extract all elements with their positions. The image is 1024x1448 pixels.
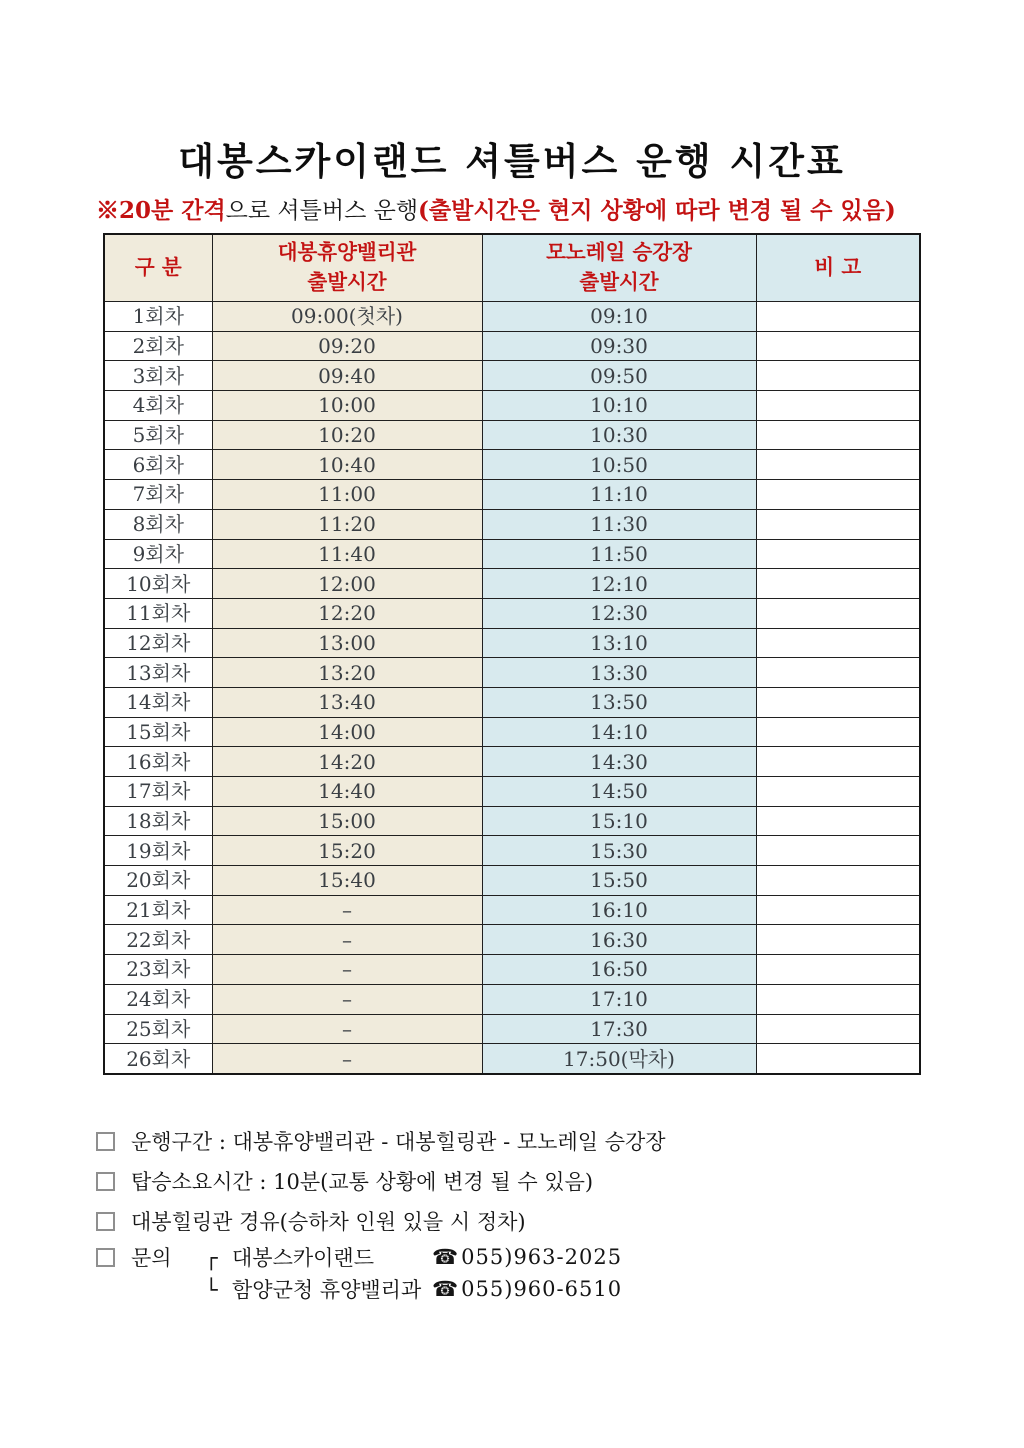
cell-monorail-time: 15:10 [482,806,756,836]
cell-note [756,569,920,599]
cell-round: 20회차 [104,866,212,896]
table-row [104,717,920,747]
cell-note [756,955,920,985]
header-cell-valley-departure [212,234,482,302]
cell-monorail-time: 13:10 [482,628,756,658]
cell-round: 5회차 [104,420,212,450]
checkbox-icon [96,1248,115,1267]
table-row [104,658,920,688]
table-row [104,420,920,450]
cell-note [756,1014,920,1044]
cell-valley-time: 15:40 [212,866,482,896]
cell-monorail-time: 13:50 [482,687,756,717]
contact-row-county-office [96,1273,956,1305]
table-row [104,806,920,836]
table-row [104,539,920,569]
cell-valley-time: 14:40 [212,777,482,807]
subtitle-interval-note: ※20분 간격 [96,197,226,224]
table-row [104,509,920,539]
cell-valley-time: 15:20 [212,836,482,866]
shuttle-timetable [103,233,921,1075]
cell-valley-time: – [212,895,482,925]
cell-note [756,1044,920,1074]
cell-monorail-time: 17:10 [482,984,756,1014]
cell-round: 15회차 [104,717,212,747]
cell-note [756,925,920,955]
cell-round: 21회차 [104,895,212,925]
cell-monorail-time: 09:30 [482,331,756,361]
page-title: 대봉스카이랜드 셔틀버스 운행 시간표 [178,139,846,183]
phone-digits: 055)963-2025 [461,1245,623,1269]
cell-note [756,391,920,421]
cell-note [756,687,920,717]
cell-note [756,480,920,510]
table-row [104,925,920,955]
table-row [104,866,920,896]
cell-valley-time: 09:00(첫차) [212,302,482,332]
cell-note [756,420,920,450]
cell-valley-time: 10:20 [212,420,482,450]
table-row [104,747,920,777]
table-row [104,361,920,391]
cell-note [756,717,920,747]
cell-valley-time: – [212,955,482,985]
table-row [104,450,920,480]
cell-round: 19회차 [104,836,212,866]
cell-monorail-time: 16:10 [482,895,756,925]
note-text: 탑승소요시간 : 10분(교통 상황에 변경 될 수 있음) [131,1170,594,1194]
monorail-header-line1: 모노레일 승강장 [546,240,692,265]
cell-monorail-time: 09:50 [482,361,756,391]
cell-round: 17회차 [104,777,212,807]
cell-round: 9회차 [104,539,212,569]
checkbox-icon [96,1132,115,1151]
table-row [104,984,920,1014]
cell-round: 10회차 [104,569,212,599]
cell-valley-time: – [212,1044,482,1074]
note-duration [96,1161,956,1201]
cell-note [756,806,920,836]
cell-note [756,450,920,480]
table-row [104,895,920,925]
valley-header-line1: 대봉휴양밸리관 [277,240,417,265]
contact-name: 대봉스카이랜드 [232,1246,375,1270]
cell-round: 16회차 [104,747,212,777]
cell-valley-time: 09:40 [212,361,482,391]
cell-monorail-time: 14:50 [482,777,756,807]
cell-round: 24회차 [104,984,212,1014]
table-row [104,391,920,421]
cell-round: 8회차 [104,509,212,539]
contact-name: 함양군청 휴양밸리과 [232,1278,422,1302]
cell-valley-time: 11:00 [212,480,482,510]
cell-monorail-time: 11:10 [482,480,756,510]
cell-round: 2회차 [104,331,212,361]
cell-valley-time: 11:20 [212,509,482,539]
table-row [104,480,920,510]
cell-monorail-time: 16:30 [482,925,756,955]
phone-icon: ☎ [432,1277,460,1301]
bracket-top-icon: ┌ [205,1244,218,1270]
cell-round: 23회차 [104,955,212,985]
cell-note [756,361,920,391]
cell-valley-time: 13:00 [212,628,482,658]
cell-monorail-time: 15:30 [482,836,756,866]
cell-valley-time: 12:20 [212,598,482,628]
cell-note [756,777,920,807]
header-cell-monorail-departure [482,234,756,302]
cell-monorail-time: 15:50 [482,866,756,896]
checkbox-icon [96,1172,115,1191]
monorail-header-line2: 출발시간 [579,270,659,294]
cell-monorail-time: 16:50 [482,955,756,985]
cell-round: 18회차 [104,806,212,836]
contact-label: 문의 [131,1246,172,1270]
table-row [104,1044,920,1074]
cell-monorail-time: 10:50 [482,450,756,480]
cell-monorail-time: 12:10 [482,569,756,599]
cell-monorail-time: 11:30 [482,509,756,539]
header-cell-remarks: 비 고 [756,234,920,302]
cell-round: 11회차 [104,598,212,628]
cell-round: 26회차 [104,1044,212,1074]
cell-monorail-time: 12:30 [482,598,756,628]
header-row [104,234,920,302]
cell-valley-time: – [212,925,482,955]
cell-valley-time: 10:00 [212,391,482,421]
cell-round: 13회차 [104,658,212,688]
cell-valley-time: 09:20 [212,331,482,361]
phone-number [432,1245,622,1269]
table-row [104,687,920,717]
cell-monorail-time: 10:10 [482,391,756,421]
subtitle-middle-text: 으로 셔틀버스 운행 [225,198,419,224]
note-healing-stop [96,1201,956,1241]
checkbox-icon [96,1212,115,1231]
bracket-bottom-icon: └ [205,1276,218,1302]
cell-valley-time: 14:00 [212,717,482,747]
contact-row-skyland [96,1241,956,1273]
cell-round: 1회차 [104,302,212,332]
notes-section [96,1121,956,1305]
cell-round: 4회차 [104,391,212,421]
cell-note [756,302,920,332]
cell-valley-time: 13:40 [212,687,482,717]
cell-valley-time: 13:20 [212,658,482,688]
table-row [104,598,920,628]
cell-round: 12회차 [104,628,212,658]
cell-note [756,598,920,628]
cell-monorail-time: 14:10 [482,717,756,747]
cell-note [756,747,920,777]
table-row [104,569,920,599]
cell-valley-time: – [212,984,482,1014]
cell-monorail-time: 14:30 [482,747,756,777]
cell-valley-time: 11:40 [212,539,482,569]
cell-note [756,539,920,569]
cell-note [756,509,920,539]
cell-round: 6회차 [104,450,212,480]
cell-monorail-time: 13:30 [482,658,756,688]
table-row [104,955,920,985]
table-row [104,836,920,866]
subtitle-change-warning: (출발시간은 현지 상황에 따라 변경 될 수 있음) [418,197,896,224]
phone-number [432,1277,622,1301]
phone-digits: 055)960-6510 [461,1277,623,1301]
cell-round: 14회차 [104,687,212,717]
cell-monorail-time: 17:30 [482,1014,756,1044]
cell-monorail-time: 11:50 [482,539,756,569]
cell-round: 22회차 [104,925,212,955]
cell-valley-time: 14:20 [212,747,482,777]
note-route [96,1121,956,1161]
cell-valley-time: – [212,1014,482,1044]
cell-valley-time: 10:40 [212,450,482,480]
table-row [104,628,920,658]
cell-note [756,836,920,866]
cell-note [756,628,920,658]
note-text: 대봉힐링관 경유(승하차 인원 있을 시 정차) [131,1210,526,1234]
note-text: 운행구간 : 대봉휴양밸리관 - 대봉힐링관 - 모노레일 승강장 [131,1130,666,1154]
cell-note [756,984,920,1014]
cell-round: 7회차 [104,480,212,510]
subtitle [96,192,956,225]
cell-monorail-time: 09:10 [482,302,756,332]
table-row [104,1014,920,1044]
cell-note [756,331,920,361]
cell-round: 25회차 [104,1014,212,1044]
valley-header-line2: 출발시간 [307,270,387,294]
cell-valley-time: 12:00 [212,569,482,599]
cell-note [756,895,920,925]
cell-note [756,866,920,896]
header-cell-category: 구 분 [104,234,212,302]
cell-monorail-time: 17:50(막차) [482,1044,756,1074]
cell-note [756,658,920,688]
timetable-body [104,302,920,1074]
phone-icon: ☎ [432,1245,460,1269]
table-row [104,331,920,361]
cell-round: 3회차 [104,361,212,391]
cell-valley-time: 15:00 [212,806,482,836]
cell-monorail-time: 10:30 [482,420,756,450]
table-row [104,777,920,807]
table-row [104,302,920,332]
